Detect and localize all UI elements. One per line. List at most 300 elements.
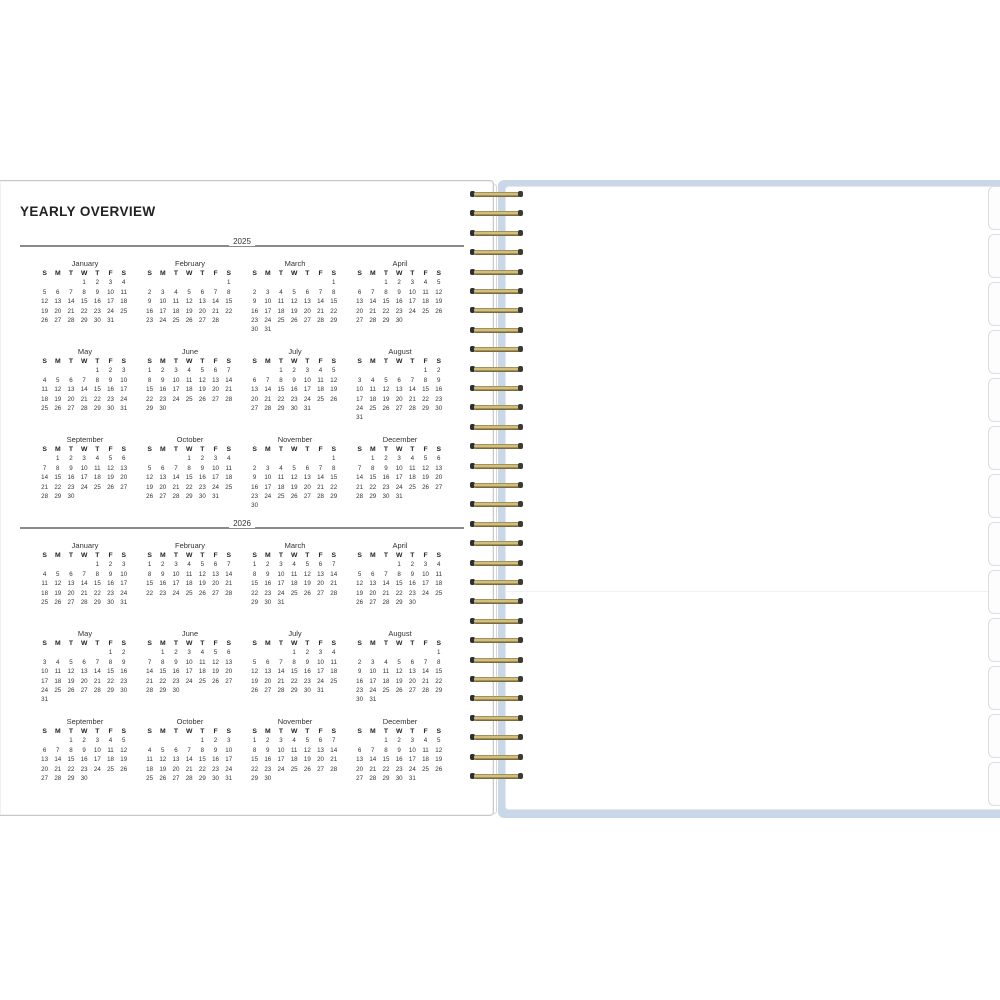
month-october [143,717,239,783]
day-cell: 4 [174,288,178,296]
week-row [353,483,449,492]
weekday-label: T [410,640,415,647]
day-cell [261,366,274,375]
month-name: February [174,541,205,550]
day-cell: 19 [198,386,206,394]
weekday-label: T [410,270,415,277]
month-august [353,347,449,423]
day-cell: 7 [42,464,47,472]
week-row [248,570,344,579]
day-cell: 13 [303,298,311,306]
day-cell: 3 [121,561,126,569]
day-cell: 30 [93,316,101,324]
day-cell: 19 [435,298,443,306]
day-cell: 22 [382,307,390,315]
day-cell: 5 [357,570,362,578]
day-cell: 14 [408,386,416,394]
week-row [38,492,134,501]
day-cell [104,774,117,783]
day-cell [274,648,287,657]
weekday-label: M [54,728,61,735]
day-cell [419,492,432,501]
divider-tab-icon[interactable] [988,762,1000,806]
day-cell: 14 [277,668,285,676]
day-cell: 24 [356,404,364,412]
day-cell: 10 [185,658,193,666]
day-cell: 30 [80,774,88,782]
day-cell [301,501,314,510]
day-cell: 19 [120,756,128,764]
day-cell: 18 [41,395,49,403]
weekday-label: S [357,552,362,559]
day-cell: 20 [67,395,75,403]
punch-hole [518,773,523,779]
day-cell: 11 [41,580,48,588]
divider-tab-icon[interactable] [988,234,1000,278]
day-cell [288,501,301,510]
weekday-label: T [410,358,415,365]
divider-tab-icon[interactable] [988,282,1000,326]
day-cell [314,774,327,783]
day-cell [169,404,182,413]
day-cell: 17 [317,668,324,676]
day-cell [353,648,366,657]
day-cell: 6 [318,561,323,569]
day-cell: 3 [318,649,323,657]
month-march [248,259,344,335]
day-cell: 28 [172,492,180,500]
punch-hole [518,288,523,294]
day-cell: 20 [54,307,62,315]
weekday-label: S [331,728,336,735]
divider-tab-icon[interactable] [988,522,1000,566]
week-row [248,288,344,297]
weekday-label: W [80,446,88,453]
divider-tab-icon[interactable] [988,330,1000,374]
day-cell: 6 [357,746,362,754]
month-december [353,435,449,501]
day-cell: 14 [185,756,193,764]
weekday-label: M [54,270,61,277]
day-cell: 5 [436,279,441,287]
divider-tab-icon[interactable] [988,474,1000,518]
day-cell: 5 [213,649,218,657]
day-cell: 20 [395,395,403,403]
day-cell: 15 [146,580,154,588]
day-cell: 31 [356,414,364,422]
month-name: April [392,259,408,268]
day-cell: 6 [436,455,441,463]
day-cell: 1 [436,649,441,657]
day-cell: 29 [277,404,285,412]
day-cell: 23 [251,316,259,324]
day-cell: 18 [369,395,377,403]
day-cell [248,648,261,657]
day-cell: 1 [371,455,375,463]
day-cell: 5 [292,464,296,472]
day-cell: 19 [212,668,219,676]
day-cell: 1 [69,737,73,745]
weekday-label: S [121,270,126,277]
weekday-label: T [95,552,100,559]
day-cell: 8 [69,746,73,754]
day-cell [288,598,301,607]
day-cell: 19 [198,580,206,588]
day-cell: 5 [384,376,388,384]
day-cell: 15 [290,668,298,676]
day-cell: 14 [317,474,324,482]
day-cell: 13 [80,668,88,676]
divider-tab-icon[interactable] [988,618,1000,662]
punch-hole [518,637,523,643]
day-cell: 21 [93,677,101,685]
week-row [143,765,239,774]
day-cell: 7 [331,737,336,745]
day-cell [183,404,196,413]
month-name: April [392,541,408,550]
day-cell: 4 [42,570,47,578]
weekday-label: F [213,552,218,559]
day-cell: 1 [147,561,152,569]
weekday-header [143,727,239,736]
month-june [143,629,239,695]
day-cell: 24 [172,589,180,597]
day-cell: 23 [435,395,443,403]
day-cell: 17 [80,474,88,482]
week-row [248,385,344,394]
week-row [353,746,449,755]
week-row [38,473,134,482]
month-name: May [77,629,93,638]
day-cell: 7 [279,658,283,666]
day-cell: 16 [264,580,272,588]
day-cell: 7 [410,376,415,384]
weekday-label: M [54,640,61,647]
day-cell: 1 [279,367,283,375]
day-cell: 26 [290,492,298,500]
day-cell: 23 [395,765,403,773]
day-cell: 25 [185,395,193,403]
day-cell: 8 [95,376,100,384]
day-cell: 29 [251,774,259,782]
weekday-label: W [290,358,298,365]
day-cell: 1 [95,561,100,569]
weekday-label: F [318,446,323,453]
day-cell: 30 [67,492,75,500]
day-cell: 28 [93,686,101,694]
day-cell [209,686,222,695]
day-cell: 26 [251,686,259,694]
day-cell: 24 [159,316,167,324]
year-block-2025 [20,237,464,517]
divider-tab-icon[interactable] [988,378,1000,422]
weekday-label: T [383,728,389,735]
day-cell: 20 [172,765,180,773]
divider-tab-icon[interactable] [988,186,1000,230]
day-cell: 10 [317,658,324,666]
day-cell: 11 [317,376,324,384]
day-cell: 19 [303,756,311,764]
day-cell: 30 [107,404,114,412]
day-cell: 1 [384,737,388,745]
day-cell: 17 [369,677,377,685]
day-cell: 3 [279,561,283,569]
day-cell: 20 [225,668,233,676]
day-cell [314,501,327,510]
day-cell: 17 [120,386,128,394]
day-cell: 2 [292,367,296,375]
day-cell: 5 [423,455,428,463]
divider-tab-icon[interactable] [988,426,1000,470]
day-cell: 31 [317,686,324,694]
spiral-coil [470,498,526,510]
weekday-label: F [423,358,428,365]
day-cell: 5 [147,464,152,472]
day-cell: 3 [108,279,113,287]
day-cell: 19 [290,483,298,491]
day-cell: 10 [93,746,101,754]
week-row [248,464,344,473]
day-cell: 22 [80,307,88,315]
day-cell: 18 [198,668,206,676]
day-cell [261,501,274,510]
day-cell: 14 [41,474,49,482]
right-blank-page[interactable] [505,186,1000,810]
day-cell [222,316,235,325]
weekday-label: F [318,552,323,559]
day-cell: 25 [369,404,377,412]
day-cell: 26 [185,316,193,324]
day-cell [196,404,209,413]
weekday-label: T [68,552,74,559]
day-cell: 5 [69,658,73,666]
day-cell: 26 [303,765,311,773]
day-cell: 28 [369,316,377,324]
day-cell [288,454,301,463]
week-row [38,774,134,783]
month-name: October [176,435,204,444]
day-cell: 12 [198,376,206,384]
day-cell: 26 [395,686,403,694]
day-cell: 28 [369,774,377,782]
week-row [353,395,449,404]
day-cell [419,598,432,607]
day-cell: 30 [408,598,416,606]
week-row [353,774,449,783]
weekday-label: F [213,446,218,453]
weekday-label: S [331,552,336,559]
day-cell: 24 [107,307,114,315]
day-cell: 10 [264,298,272,306]
day-cell: 27 [395,404,403,412]
day-cell [419,774,432,783]
day-cell: 19 [422,474,429,482]
day-cell: 23 [146,316,154,324]
day-cell: 23 [107,589,114,597]
day-cell: 25 [225,483,233,491]
day-cell: 12 [159,756,167,764]
day-cell: 24 [120,589,128,597]
week-row [353,413,449,422]
day-cell: 23 [356,686,364,694]
day-cell: 18 [277,307,285,315]
weekday-label: T [278,552,284,559]
day-cell: 28 [317,492,324,500]
day-cell [78,695,91,704]
divider-tab-icon[interactable] [988,666,1000,710]
day-cell [379,560,392,569]
day-cell: 10 [120,570,128,578]
day-cell: 15 [251,756,259,764]
day-cell: 27 [251,404,259,412]
weekday-label: S [226,358,231,365]
weekday-label: S [147,640,152,647]
day-cell: 28 [225,395,233,403]
weekday-label: T [95,728,100,735]
day-cell [353,366,366,375]
month-november [248,717,344,783]
day-cell: 16 [107,580,114,588]
day-cell: 26 [159,774,167,782]
month-april [353,541,449,607]
day-cell: 7 [371,288,375,296]
day-cell: 28 [225,589,233,597]
day-cell: 16 [251,483,259,491]
day-cell: 2 [410,561,415,569]
weekday-label: F [318,728,323,735]
weekday-header [143,551,239,560]
day-cell: 27 [435,483,443,491]
punch-hole [518,579,523,585]
week-row [353,492,449,501]
day-cell: 15 [93,580,101,588]
day-cell: 24 [80,483,88,491]
day-cell: 20 [317,580,324,588]
day-cell [406,648,419,657]
day-cell: 4 [108,737,113,745]
weekday-header [38,551,134,560]
day-cell: 13 [369,580,377,588]
day-cell: 20 [303,483,311,491]
day-cell: 23 [251,492,259,500]
coil-wire [474,289,520,293]
day-cell: 9 [82,746,86,754]
weekday-label: F [318,270,323,277]
week-row [248,473,344,482]
week-row [143,366,239,375]
day-cell: 25 [93,483,101,491]
week-row [353,589,449,598]
day-cell: 9 [384,464,388,472]
day-cell: 10 [303,376,311,384]
coil-wire [474,541,520,545]
day-cell: 28 [264,404,272,412]
day-cell: 6 [213,367,218,375]
day-cell: 27 [80,686,88,694]
day-cell [274,501,287,510]
day-cell: 16 [159,386,167,394]
day-cell: 3 [305,367,310,375]
weekday-label: T [305,446,310,453]
day-cell: 31 [264,326,272,334]
day-cell: 7 [82,376,86,384]
weekday-label: T [95,640,100,647]
day-cell: 12 [290,474,298,482]
day-cell: 6 [397,376,401,384]
day-cell: 1 [252,561,257,569]
day-cell: 24 [408,765,416,773]
weekday-label: S [42,358,47,365]
day-cell: 18 [382,677,390,685]
week-row [143,297,239,306]
day-cell: 17 [303,386,311,394]
day-cell: 16 [435,386,443,394]
day-cell: 3 [266,464,270,472]
day-cell: 23 [264,589,272,597]
divider-tab-icon[interactable] [988,570,1000,614]
day-cell: 30 [356,696,364,704]
day-cell: 2 [108,367,113,375]
weekday-label: S [357,728,362,735]
weekday-label: F [423,270,428,277]
day-cell: 8 [252,570,257,578]
day-cell: 19 [107,474,114,482]
day-cell: 5 [121,737,126,745]
month-name: June [181,629,199,638]
day-cell: 2 [95,279,100,287]
weekday-label: W [80,640,88,647]
day-cell: 6 [69,570,73,578]
month-name: August [388,347,412,356]
week-row [353,658,449,667]
day-cell: 16 [67,474,75,482]
day-cell: 19 [290,307,298,315]
day-cell: 5 [187,288,191,296]
month-name: May [77,347,93,356]
day-cell: 13 [317,570,324,578]
day-cell: 12 [107,464,114,472]
week-row [248,677,344,686]
week-row [38,589,134,598]
day-cell: 8 [436,658,441,666]
spiral-coil [470,324,526,336]
day-cell: 15 [198,756,206,764]
weekday-label: S [357,270,362,277]
weekday-label: M [264,270,271,277]
spiral-coil [470,304,526,316]
week-row [248,325,344,334]
day-cell: 11 [94,464,101,472]
day-cell: 12 [120,746,128,754]
day-cell: 8 [397,570,401,578]
day-cell: 18 [54,677,62,685]
day-cell [274,454,287,463]
day-cell: 10 [356,386,364,394]
month-name: December [382,435,418,444]
day-cell: 14 [330,746,338,754]
day-cell: 17 [395,474,403,482]
day-cell: 9 [397,746,401,754]
day-cell: 3 [187,649,191,657]
day-cell: 2 [213,737,218,745]
divider-tab-icon[interactable] [988,714,1000,758]
day-cell: 21 [330,756,338,764]
day-cell: 11 [330,658,337,666]
day-cell: 9 [161,376,165,384]
day-cell: 16 [382,474,390,482]
weekday-label: F [213,270,218,277]
day-cell: 3 [42,658,47,666]
